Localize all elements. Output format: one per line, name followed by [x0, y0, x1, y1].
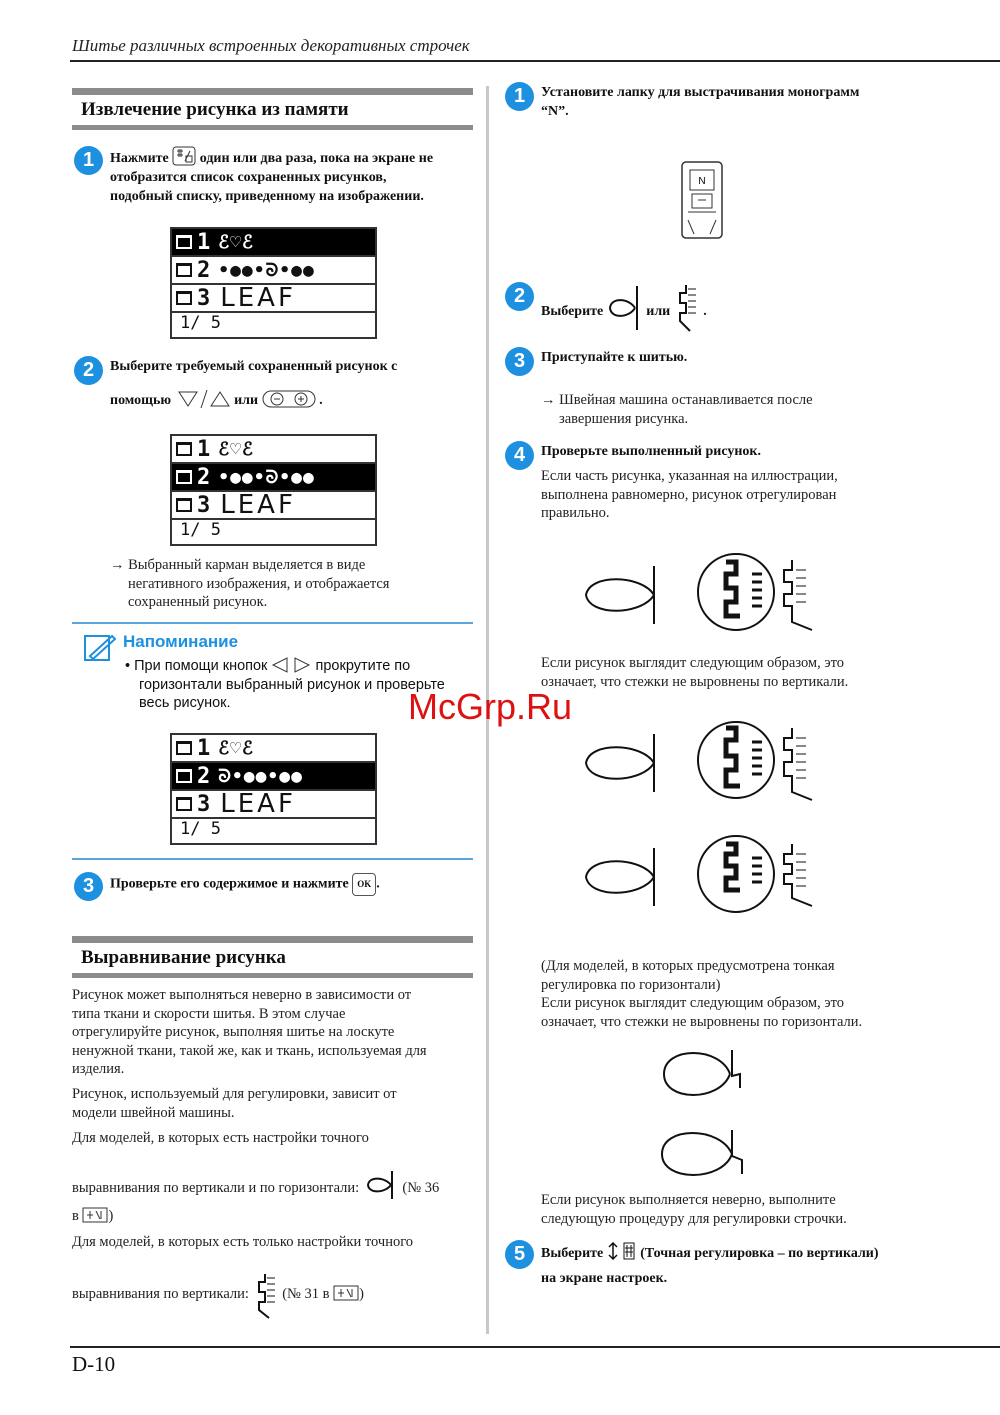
step-number: 2 [74, 356, 103, 385]
leaf-heart-pattern: ℰ♡ℰ [218, 231, 254, 253]
leaf-heart-pattern: ℰ♡ℰ [218, 438, 254, 460]
step-number: 3 [74, 872, 103, 901]
note-top-rule [72, 622, 473, 624]
vertical-fine-adjust-icon[interactable] [607, 1242, 637, 1260]
section-title: Извлечение рисунка из памяти [72, 95, 473, 125]
right-step4-text: Проверьте выполненный рисунок. [541, 444, 762, 459]
step-number: 1 [505, 82, 534, 111]
pocket-row-1[interactable]: 1 ℰ♡ℰ [172, 229, 375, 257]
pocket-icon [176, 263, 192, 277]
presser-foot-n-illustration [678, 160, 726, 242]
pocket-icon [176, 741, 192, 755]
right-para-procedure: Если рисунок выполняется неверно, выполните следующую процедуру для регулировки строчки. [541, 1192, 847, 1227]
alignment-para-4b: выравнивания по вертикали: (№ 31 в ) [72, 1272, 364, 1320]
pattern-36-icon[interactable] [607, 283, 643, 333]
up-down-arrows-icon[interactable] [175, 388, 231, 410]
alignment-para-2: Рисунок, используемый для регулировки, зависит от модели швейной машины. [72, 1086, 397, 1121]
alignment-para-4a: Для моделей, в которых есть только настройки точного [72, 1234, 414, 1250]
page-indicator: 1/ 5 [180, 313, 221, 333]
pocket-row-3[interactable]: 3 LEAF [172, 285, 375, 313]
dot-pattern: •●●•ᘐ•●● [218, 259, 315, 281]
right-step1-text: Установите лапку для выстрачивания монограмм “N”. [541, 85, 860, 119]
stitch-result-leaf-vertical-b [696, 834, 822, 922]
utility-stitch-key-icon [82, 1207, 108, 1223]
pocket-icon [176, 797, 192, 811]
leaf-heart-pattern: ℰ♡ℰ [218, 737, 254, 759]
right-step3-result: → Швейная машина останавливается после завершения рисунка. [541, 392, 813, 427]
stitch-result-round-correct [580, 560, 660, 630]
step2-result: → Выбранный карман выделяется в виде негативного изображения, и отображается сохраненный рисунок. [110, 557, 390, 610]
step-number: 2 [505, 282, 534, 311]
pocket-icon [176, 498, 192, 512]
alignment-para-1: Рисунок может выполняться неверно в зависимости от типа ткани и скорости шитья. В этом случае отрегулируйте рисунок, выполняя шитье на лоскуте ненужной ткани, такой же, как и ткань, используемая для изделия. [72, 987, 427, 1077]
pocket-row-3[interactable]: 3 LEAF [172, 791, 375, 819]
pattern-31-icon [253, 1272, 279, 1320]
step-number: 4 [505, 441, 534, 470]
note-text: • При помощи кнопок прокрутите по горизонтали выбранный рисунок и проверьте весь рисунок. [125, 658, 445, 711]
pattern-31-icon[interactable] [674, 283, 700, 333]
pocket-icon [176, 291, 192, 305]
stitch-result-leaf-vertical-a [696, 720, 822, 810]
alignment-para-3c: в ) [72, 1208, 114, 1224]
right-step4-para: Если часть рисунка, указанная на иллюстрации, выполнена равномерно, рисунок отрегулирован правильно. [541, 468, 838, 521]
pocket-icon [176, 470, 192, 484]
step2-text: Выберите требуемый сохраненный рисунок с [110, 359, 398, 374]
watermark: McGrp.Ru [408, 686, 573, 727]
step-number: 5 [505, 1240, 534, 1269]
pocket-row-1[interactable]: 1 ℰ♡ℰ [172, 436, 375, 464]
note-bottom-rule [72, 858, 473, 860]
running-title: Шитье различных встроенных декоративных строчек [72, 36, 470, 55]
pocket-icon [176, 442, 192, 456]
right-step2-text: Выберите или . [541, 283, 707, 333]
note-title: Напоминание [123, 632, 239, 651]
memo-icon [82, 632, 118, 664]
right-step3-text: Приступайте к шитью. [541, 350, 688, 365]
right-para-horizontal: (Для моделей, в которых предусмотрена тонкая регулировка по горизонтали) Если рисунок выглядит следующим образом, это означает, что стежки не выровнены по горизонтали. [541, 958, 863, 1030]
pocket-icon [176, 235, 192, 249]
left-arrow-icon[interactable] [271, 656, 289, 674]
right-step5-text: Выберите (Точная регулировка – по вертикали) на экране настроек. [541, 1241, 941, 1291]
page-indicator: 1/ 5 [180, 520, 221, 540]
lcd-screen-2 [170, 434, 377, 546]
pattern-36-icon [363, 1168, 399, 1202]
foot-letter: N [698, 176, 706, 187]
step-number: 3 [505, 347, 534, 376]
utility-stitch-key-icon [333, 1285, 359, 1301]
alignment-para-3a: Для моделей, в которых есть настройки точного [72, 1130, 369, 1146]
pocket-icon [176, 769, 192, 783]
step3-text: Проверьте его содержимое и нажмите OK . [110, 873, 380, 896]
step-number: 1 [74, 146, 103, 175]
right-arrow-icon[interactable] [293, 656, 311, 674]
dot-pattern: ᘐ•●●•●● [218, 765, 303, 787]
memory-key-icon [172, 146, 196, 166]
pocket-row-2[interactable]: 2 •●●•ᘐ•●● [172, 464, 375, 492]
top-rule [70, 60, 1000, 62]
stitch-result-leaf-correct [696, 552, 822, 638]
stitch-result-round-vertical-a [580, 728, 660, 798]
stitch-result-round-horizontal-b [656, 1124, 750, 1186]
pocket-row-3[interactable]: 3 LEAF [172, 492, 375, 520]
ok-button[interactable]: OK [352, 873, 376, 896]
right-para-vertical: Если рисунок выглядит следующим образом, это означает, что стежки не выровнены по вертикали. [541, 655, 849, 690]
page-indicator: 1/ 5 [180, 819, 221, 839]
pocket-row-1[interactable]: 1 ℰ♡ℰ [172, 735, 375, 763]
pocket-row-2[interactable]: 2 •●●•ᘐ•●● [172, 257, 375, 285]
pocket-row-2[interactable]: 2 ᘐ•●●•●● [172, 763, 375, 791]
bottom-rule [70, 1346, 1000, 1348]
dot-pattern: •●●•ᘐ•●● [218, 466, 315, 488]
step1-text: Нажмите один или два раза, пока на экране не отобразится список сохраненных рисунков, подобный списку, приведенному на изображении. [110, 146, 480, 206]
lcd-screen-1 [170, 227, 377, 339]
plus-minus-button-icon[interactable] [262, 389, 316, 409]
alignment-para-3b: выравнивания по вертикали и по горизонтали: (№ 36 [72, 1168, 439, 1202]
stitch-result-round-vertical-b [580, 842, 660, 912]
section-header-retrieve [72, 88, 473, 130]
page-number: D-10 [72, 1352, 116, 1376]
lcd-screen-3 [170, 733, 377, 845]
step2-text-b: помощью или . [110, 388, 323, 410]
section-title: Выравнивание рисунка [72, 943, 473, 973]
stitch-result-round-horizontal-a [660, 1046, 750, 1108]
section-header-alignment [72, 936, 473, 978]
